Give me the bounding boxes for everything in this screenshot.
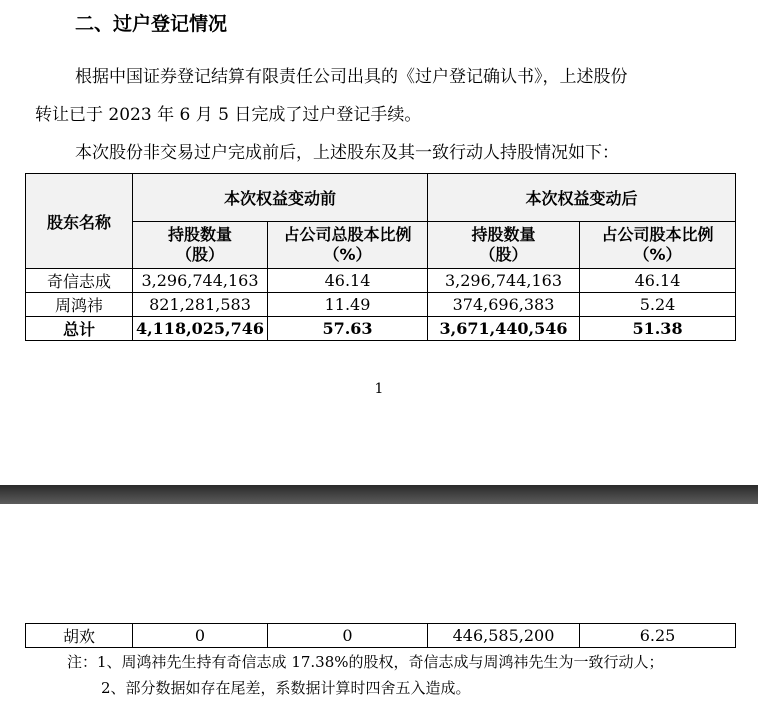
header-before-shares: [133, 222, 268, 269]
header-after-change: 本次权益变动后: [428, 174, 736, 222]
table-total-row: [26, 317, 736, 341]
header-before-ratio: [268, 222, 428, 269]
table-row: [26, 624, 736, 648]
table-row: [26, 293, 736, 317]
cell-before-ratio: 46.14: [268, 269, 428, 293]
cell-before-ratio: 0: [268, 624, 428, 648]
header-before-shares-line2: （股）: [175, 245, 224, 264]
paragraph-1-line-2: 转让已于 2023 年 6 月 5 日完成了过户登记手续。: [35, 105, 422, 125]
cell-after-shares: 446,585,200: [428, 624, 580, 648]
header-before-shares-line1: 持股数量: [167, 225, 232, 244]
header-before-change: 本次权益变动前: [133, 174, 428, 222]
shareholding-table-continued: [25, 623, 736, 648]
cell-after-shares: 3,296,744,163: [428, 269, 580, 293]
cell-before-ratio: 11.49: [268, 293, 428, 317]
table-row: [26, 269, 736, 293]
cell-total-label: 总计: [26, 317, 133, 341]
cell-before-shares: 0: [133, 624, 268, 648]
header-after-shares: [428, 222, 580, 269]
header-before-ratio-line2: （%）: [323, 245, 372, 264]
paragraph-2: 本次股份非交易过户完成前后，上述股东及其一致行动人持股情况如下：: [75, 143, 619, 163]
cell-total-after-shares: 3,671,440,546: [428, 317, 580, 341]
cell-after-ratio: 5.24: [580, 293, 736, 317]
header-after-ratio-line2: （%）: [633, 245, 682, 264]
paragraph-1-line-1: 根据中国证券登记结算有限责任公司出具的《过户登记确认书》，上述股份: [75, 67, 628, 87]
cell-before-shares: 821,281,583: [133, 293, 268, 317]
page-number: 1: [374, 381, 384, 397]
note-2: 2、部分数据如存在尾差，系数据计算时四舍五入造成。: [101, 679, 471, 697]
cell-total-after-ratio: 51.38: [580, 317, 736, 341]
section-heading: 二、过户登记情况: [75, 13, 228, 35]
cell-name: 周鸿祎: [26, 293, 133, 317]
header-after-shares-line2: （股）: [479, 245, 528, 264]
cell-name: 奇信志成: [26, 269, 133, 293]
cell-after-ratio: 46.14: [580, 269, 736, 293]
header-after-ratio: [580, 222, 736, 269]
cell-total-before-ratio: 57.63: [268, 317, 428, 341]
header-before-ratio-line1: 占公司总股本比例: [283, 225, 412, 244]
cell-name: 胡欢: [26, 624, 133, 648]
shareholding-table: [25, 173, 736, 341]
cell-after-ratio: 6.25: [580, 624, 736, 648]
header-after-ratio-line1: 占公司股本比例: [601, 225, 714, 244]
cell-total-before-shares: 4,118,025,746: [133, 317, 268, 341]
header-shareholder-name: 股东名称: [26, 174, 133, 269]
cell-before-shares: 3,296,744,163: [133, 269, 268, 293]
note-1: 注：1、周鸿祎先生持有奇信志成 17.38%的股权，奇信志成与周鸿祎先生为一致行动人；: [67, 653, 664, 671]
header-after-shares-line1: 持股数量: [471, 225, 536, 244]
cell-after-shares: 374,696,383: [428, 293, 580, 317]
page-separator: [0, 485, 758, 504]
